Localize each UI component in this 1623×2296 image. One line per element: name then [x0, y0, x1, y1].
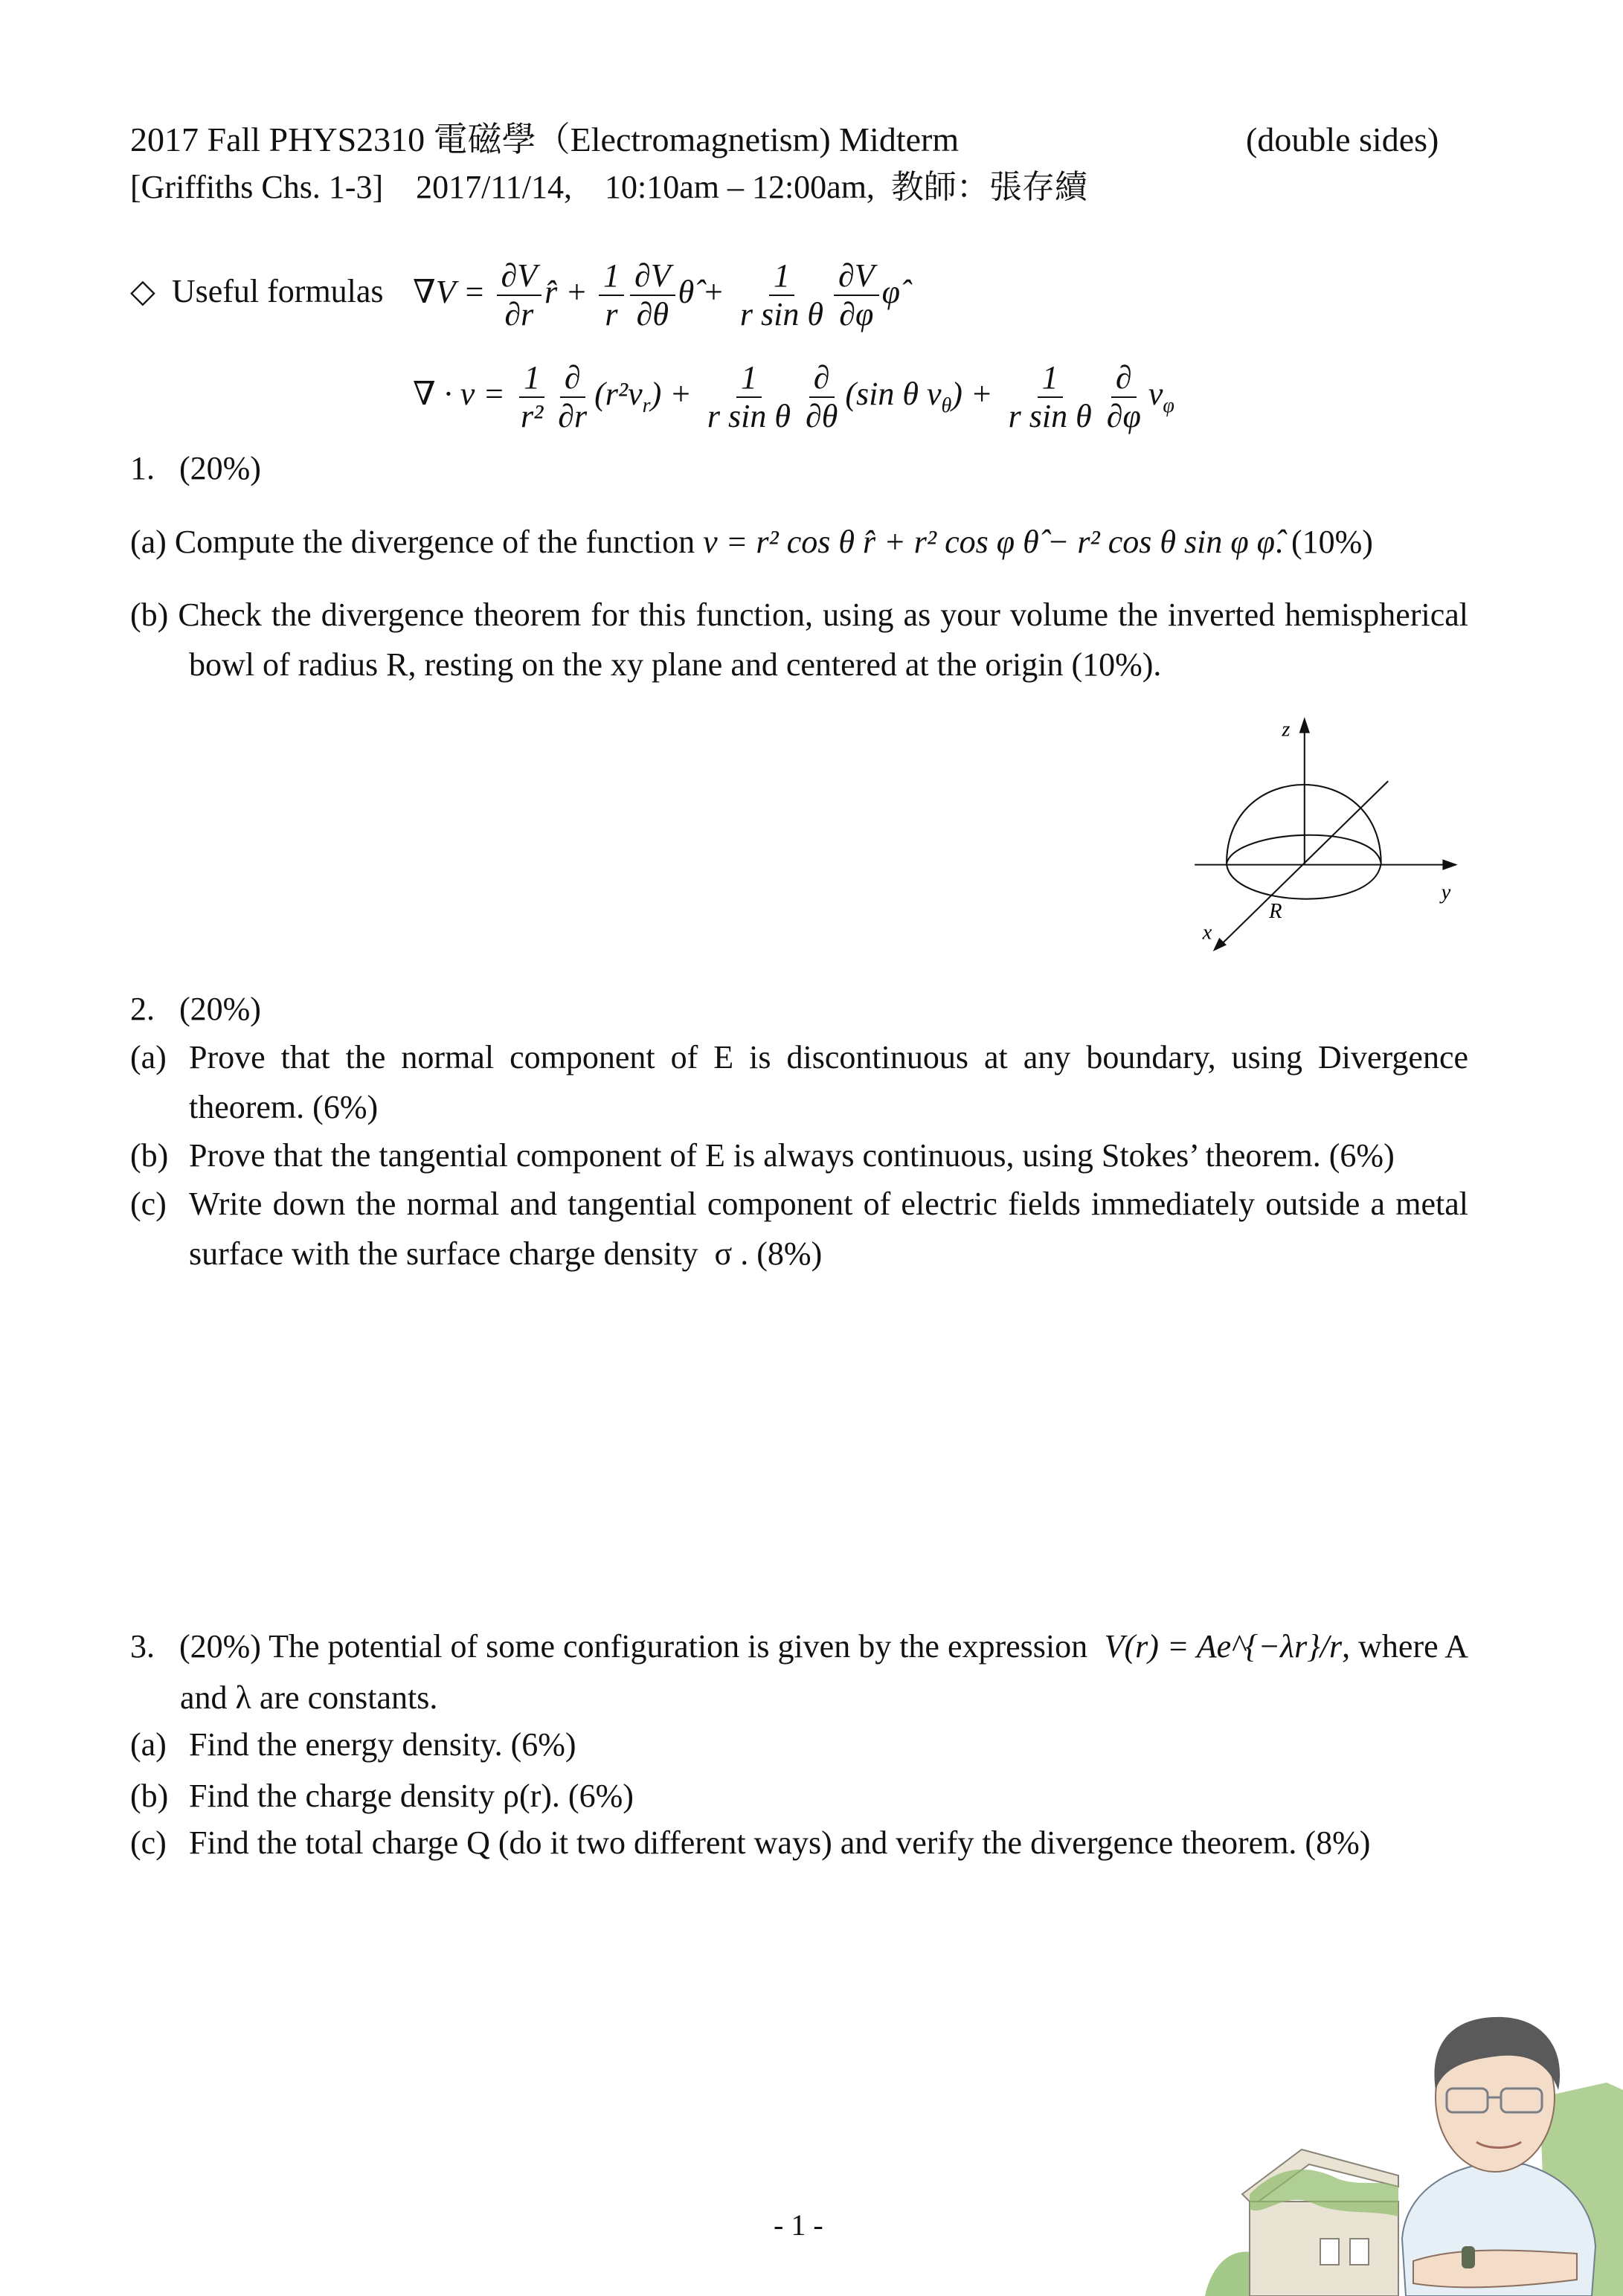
- q2c-line2: surface with the surface charge density σ . (8%): [189, 1235, 823, 1272]
- fraction-denominator: ∂φ: [1106, 397, 1141, 434]
- gradient-formula: [413, 237, 900, 348]
- formula-fraction: [1102, 359, 1145, 435]
- q2a-line2: theorem. (6%): [189, 1089, 379, 1125]
- page-number: - 1 -: [774, 2208, 823, 2242]
- fraction-numerator: ∂V: [834, 257, 879, 296]
- formula-fraction: [553, 359, 591, 435]
- formula-fraction: [736, 257, 828, 333]
- fraction-numerator: 1: [599, 257, 624, 296]
- q3c-text: Find the total charge Q (do it two different ways) and verify the divergence theorem. (8%): [189, 1824, 1371, 1861]
- q2a-line1: Prove that the normal component of E is discontinuous at any boundary, using Divergence: [189, 1039, 1468, 1075]
- z-label: z: [1282, 718, 1291, 742]
- formula-fraction: [516, 359, 547, 435]
- fraction-numerator: ∂: [1111, 359, 1137, 398]
- x-arrow: [1215, 939, 1225, 950]
- q3-line2: and λ are constants.: [180, 1679, 438, 1716]
- q3-where: , where A: [1342, 1628, 1468, 1665]
- formula-fraction: [599, 257, 624, 333]
- q3a-text: Find the energy density. (6%): [189, 1726, 576, 1763]
- teacher-caricature-illustration: [1190, 1993, 1623, 2296]
- formula-subscript: r: [642, 393, 651, 417]
- divergence-formula: [413, 338, 1174, 462]
- building: [1242, 2149, 1398, 2296]
- formula-term: v: [1148, 376, 1163, 412]
- formula-term: φ̂: [881, 274, 900, 310]
- arms: [1413, 2251, 1577, 2288]
- fraction-numerator: 1: [769, 257, 794, 296]
- q1a: [130, 521, 1373, 563]
- formula-term: ) +: [951, 376, 1001, 412]
- q2c-label: (c): [130, 1186, 167, 1222]
- formula-fraction: [497, 257, 542, 333]
- formula-term: r̂ +: [544, 274, 596, 310]
- q1b-line2: bowl of radius R, resting on the xy plane and centered at the origin (10%).: [189, 646, 1162, 683]
- r-label: R: [1269, 900, 1282, 924]
- fraction-denominator: r sin θ: [739, 295, 823, 332]
- fraction-numerator: ∂: [560, 359, 585, 398]
- formula-term: ∇V =: [413, 274, 494, 310]
- q3a-label: (a): [130, 1726, 167, 1763]
- fraction-numerator: 1: [519, 359, 544, 398]
- formula-term: θ̂ +: [678, 274, 733, 310]
- q1-heading: 1. (20%): [130, 450, 261, 486]
- fraction-denominator: r²: [520, 397, 544, 434]
- exam-subtitle: [Griffiths Chs. 1-3] 2017/11/14, 10:10am – 12:00am, 教師：張存續: [130, 169, 1087, 205]
- z-arrow: [1300, 719, 1308, 732]
- q1a-vector-field: v = r² cos θ r̂ + r² cos φ θ̂ − r² cos θ sin φ φ̂: [703, 524, 1275, 560]
- formula-fraction: [630, 257, 675, 333]
- q3-line1: [130, 1626, 1468, 1668]
- fraction-numerator: ∂: [809, 359, 835, 398]
- y-arrow: [1443, 861, 1455, 869]
- useful-formulas-label: ◇ Useful formulas: [130, 273, 384, 309]
- formula-fraction: [801, 359, 842, 435]
- formula-subscript: θ: [941, 393, 952, 417]
- q1a-points: . (10%): [1275, 524, 1373, 560]
- fraction-numerator: 1: [1038, 359, 1063, 398]
- fraction-numerator: 1: [736, 359, 762, 398]
- formula-fraction: [834, 257, 879, 333]
- y-label: y: [1441, 881, 1451, 904]
- q2b-line1: Prove that the tangential component of E is always continuous, using Stokes’ theorem. (6%): [189, 1137, 1395, 1174]
- formula-term: (r²v: [594, 376, 643, 412]
- exam-title: 2017 Fall PHYS2310 電磁學（Electromagnetism) Midterm: [130, 120, 960, 158]
- fraction-numerator: ∂V: [630, 257, 675, 296]
- q2-heading: 2. (20%): [130, 991, 261, 1027]
- q2a-label: (a): [130, 1039, 167, 1075]
- formula-term: ) +: [650, 376, 700, 412]
- fraction-denominator: ∂θ: [806, 397, 838, 434]
- q2b-label: (b): [130, 1137, 169, 1174]
- q3c-label: (c): [130, 1824, 167, 1861]
- q1a-text: (a) Compute the divergence of the function: [130, 524, 704, 560]
- formula-fraction: [703, 359, 795, 435]
- x-label: x: [1202, 921, 1212, 945]
- hemisphere-figure: [1183, 699, 1480, 959]
- q3-text: 3. (20%) The potential of some configuration is given by the expression: [130, 1628, 1105, 1665]
- q3-potential: V(r) = Ae^{−λr}/r: [1104, 1628, 1343, 1665]
- q1b-line1: (b) Check the divergence theorem for this function, using as your volume the inverted hemispherical: [130, 596, 1468, 633]
- base-ellipse-front: [1227, 864, 1381, 899]
- fraction-denominator: ∂r: [504, 295, 534, 332]
- fraction-numerator: ∂V: [497, 257, 542, 296]
- formula-fraction: [1004, 359, 1096, 435]
- fraction-denominator: ∂r: [558, 397, 588, 434]
- q3b-label: (b): [130, 1778, 169, 1814]
- fraction-denominator: r sin θ: [1008, 397, 1092, 434]
- fraction-denominator: ∂φ: [839, 295, 874, 332]
- fraction-denominator: r: [605, 295, 618, 332]
- fraction-denominator: ∂θ: [636, 295, 669, 332]
- double-sides-note: (double sides): [1246, 120, 1439, 158]
- q2c-line1: Write down the normal and tangential component of electric fields immediately outside a metal: [189, 1186, 1468, 1222]
- fraction-denominator: r sin θ: [707, 397, 791, 434]
- q3b-text: Find the charge density ρ(r). (6%): [189, 1778, 634, 1814]
- formula-subscript: φ: [1163, 393, 1174, 417]
- formula-term: (sin θ v: [845, 376, 942, 412]
- formula-term: ∇ · v =: [413, 376, 513, 412]
- watch-icon: [1462, 2246, 1475, 2268]
